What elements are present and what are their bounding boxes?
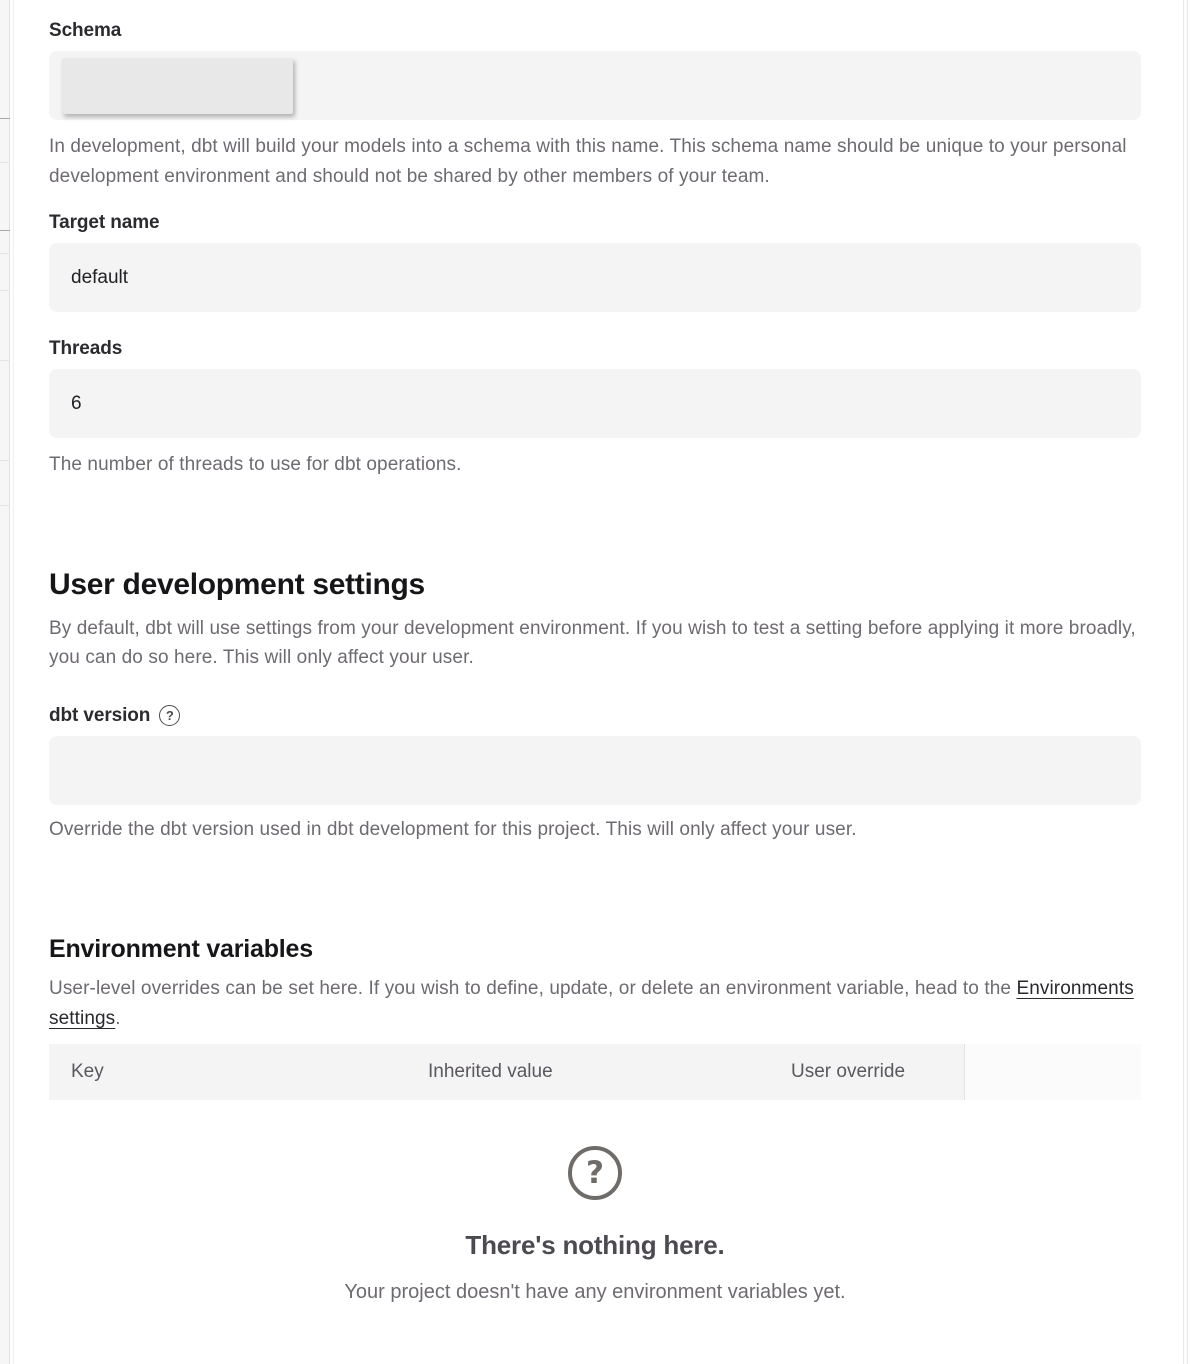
user-development-settings-section [49, 566, 1141, 845]
table-header-user-override: User override [769, 1044, 965, 1100]
schema-field-group [49, 19, 1141, 191]
target-name-label: Target name [49, 212, 160, 233]
table-header-actions [965, 1044, 1141, 1100]
dbt-version-help-text: Override the dbt version used in dbt development for this project. This will only affect your user. [49, 818, 857, 840]
environment-variables-title: Environment variables [49, 935, 313, 963]
description-period: . [115, 1007, 121, 1029]
user-development-settings-title: User development settings [49, 567, 425, 601]
user-development-settings-description: By default, dbt will use settings from your development environment. If you wish to test a setting before applying it more broadly, you can do so here. This will only affect your user. [49, 617, 1136, 668]
question-mark-circle-icon[interactable]: ? [159, 705, 180, 726]
redacted-value-overlay [62, 58, 293, 114]
environments-settings-link[interactable]: Environments settings [49, 978, 1134, 1029]
question-mark-circle-icon: ? [568, 1146, 622, 1200]
threads-help-text: The number of threads to use for dbt operations. [49, 454, 462, 475]
left-panel-edge [0, 0, 10, 1364]
panel-divider [0, 360, 10, 361]
schema-input[interactable] [49, 51, 1141, 120]
description-text: User-level overrides can be set here. If you wish to define, update, or delete an environment variable, head to the [49, 978, 1017, 999]
panel-divider [0, 290, 10, 291]
table-header-inherited-value: Inherited value [428, 1061, 553, 1082]
table-header-key: Key [71, 1061, 104, 1082]
threads-field-group [49, 337, 1141, 480]
env-variables-table-header [49, 1044, 1141, 1100]
dbt-version-label: dbt version [49, 704, 151, 726]
empty-state-subtitle: Your project doesn't have any environment variables yet. [344, 1281, 846, 1303]
dbt-version-label-row [49, 704, 1141, 728]
target-name-input-field[interactable] [49, 243, 1141, 312]
panel-divider [0, 253, 10, 254]
panel-border [13, 0, 14, 1364]
schema-label: Schema [49, 20, 122, 41]
threads-input[interactable] [49, 369, 1141, 438]
target-name-field-group [49, 211, 1141, 312]
panel-divider [0, 230, 10, 231]
panel-divider [0, 505, 10, 506]
panel-divider [0, 118, 10, 119]
project-credentials-settings [49, 0, 1141, 1306]
environment-variables-description [49, 974, 1141, 1033]
threads-label: Threads [49, 338, 123, 359]
target-name-input[interactable] [49, 243, 1141, 312]
schema-help-text: In development, dbt will build your models into a schema with this name. This schema name should be unique to your personal development environment and should not be shared by other members of your team. [49, 136, 1127, 187]
dbt-version-input[interactable] [49, 736, 1141, 805]
environment-variables-section [49, 934, 1141, 1306]
empty-state-title: There's nothing here. [465, 1230, 725, 1260]
scrollbar-track[interactable] [1183, 0, 1188, 1364]
panel-divider [0, 162, 10, 163]
env-variables-empty-state [49, 1146, 1141, 1306]
panel-divider [0, 460, 10, 461]
dbt-version-input-field[interactable] [49, 736, 1141, 805]
threads-input-field[interactable] [49, 369, 1141, 438]
